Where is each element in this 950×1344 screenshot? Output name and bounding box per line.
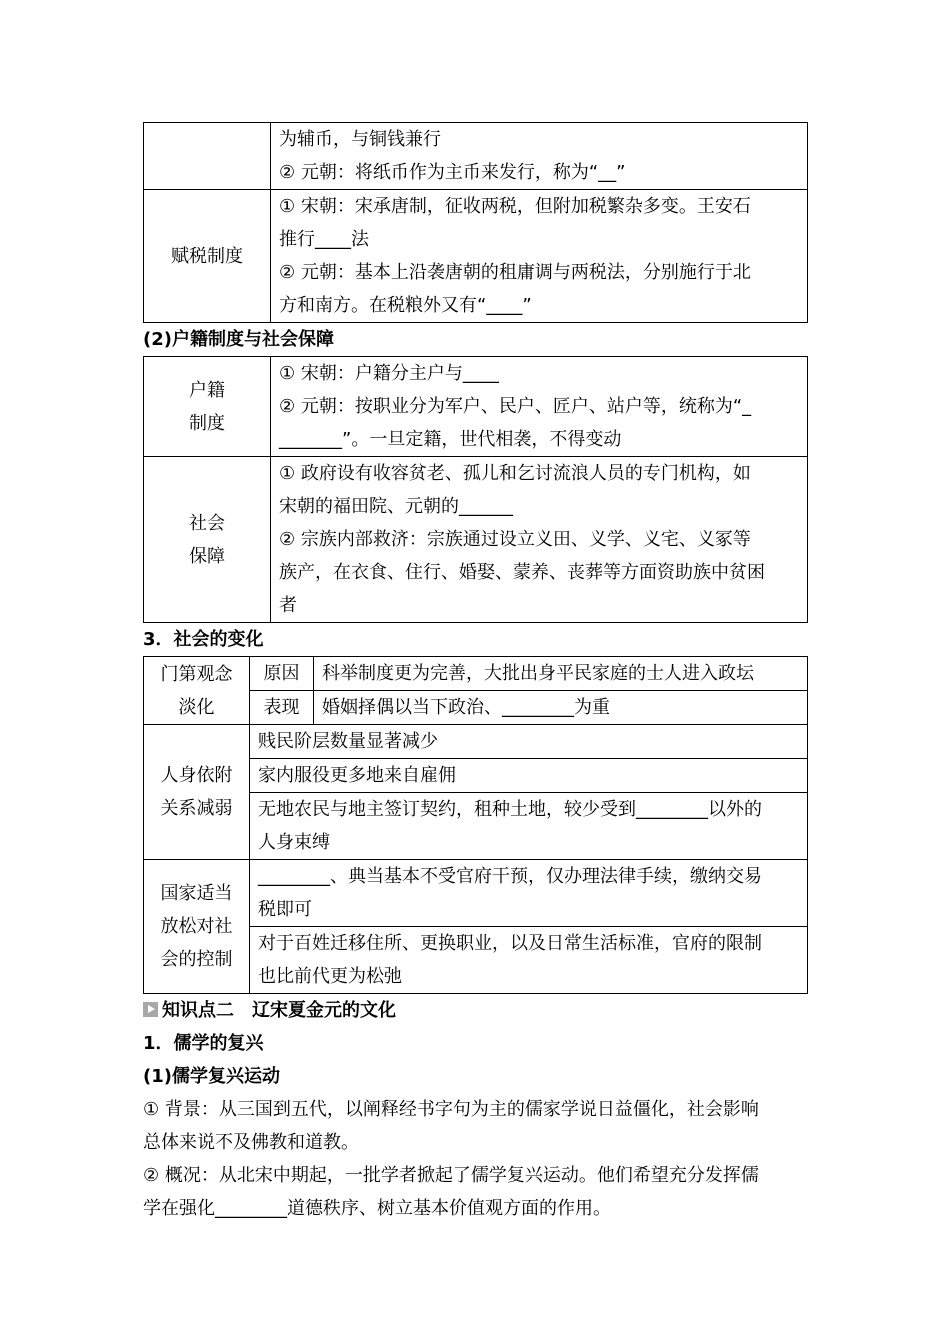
sub-row-value: 婚姻择偶以当下政治、________为重 <box>314 691 808 725</box>
household-welfare-table <box>143 356 808 623</box>
content-line: ② 元朝：基本上沿袭唐朝的租庸调与两税法，分别施行于北 <box>279 262 751 283</box>
content-line: 税即可 <box>258 899 312 920</box>
content-line: ② 元朝：将纸币作为主币来发行，称为“__” <box>279 162 626 183</box>
section-heading: (2)户籍制度与社会保障 <box>143 329 334 350</box>
group-label <box>144 860 250 994</box>
row-content <box>271 457 808 623</box>
content-line: 贱民阶层数量显著减少 <box>258 731 438 752</box>
label-line: 关系减弱 <box>160 798 233 819</box>
row-content <box>271 357 808 457</box>
table-row <box>144 860 808 927</box>
row-content <box>250 759 808 793</box>
label-line: 保障 <box>189 545 225 567</box>
content-line: 方和南方。在税粮外又有“____” <box>279 295 532 316</box>
content-line: 人身束缚 <box>258 832 330 853</box>
content-line: ① 宋朝：宋承唐制，征收两税，但附加税繁杂多变。王安石 <box>279 196 751 217</box>
table-row <box>144 457 808 623</box>
label-line: 淡化 <box>178 696 215 718</box>
sub-row-key: 原因 <box>250 657 314 691</box>
paragraph-line: ① 背景：从三国到五代，以阐释经书字句为主的儒家学说日益僵化，社会影响 <box>143 1099 759 1120</box>
content-line: 宋朝的福田院、元朝的______ <box>279 496 513 517</box>
row-content <box>250 725 808 759</box>
paragraph <box>143 1093 807 1159</box>
paragraph-line: ② 概况：从北宋中期起，一批学者掀起了儒学复兴运动。他们希望充分发挥儒 <box>143 1165 759 1186</box>
table-row <box>144 725 808 759</box>
content-line: _______”。一旦定籍，世代相袭，不得变动 <box>279 429 622 450</box>
content-line: ________、典当基本不受官府干预，仅办理法律手续，缴纳交易 <box>258 866 762 887</box>
content-line: 族产，在衣食、住行、婚娶、蒙养、丧葬等方面资助族中贫困 <box>279 562 765 583</box>
label-line: 国家适当 <box>160 883 233 904</box>
paragraph-line: 总体来说不及佛教和道教。 <box>143 1132 359 1153</box>
row-content <box>250 927 808 994</box>
row-content <box>271 123 808 190</box>
economy-table <box>143 122 808 323</box>
content-line: ② 元朝：按职业分为军户、民户、匠户、站户等，统称为“_ <box>279 396 752 417</box>
sub-row-value: 科举制度更为完善，大批出身平民家庭的士人进入政坛 <box>314 657 808 691</box>
content-line: 家内服役更多地来自雇佣 <box>258 765 456 786</box>
content-line: ② 宗族内部救济：宗族通过设立义田、义学、义宅、义冢等 <box>279 529 751 550</box>
label-line: 门第观念 <box>160 663 233 685</box>
label-line: 人身依附 <box>160 765 233 786</box>
label-line: 户籍 <box>189 379 225 401</box>
knowledge-point-title: 知识点二 辽宋夏金元的文化 <box>162 1000 396 1021</box>
section-heading: (1)儒学复兴运动 <box>143 1066 280 1087</box>
table-row <box>144 357 808 457</box>
group-label <box>144 657 250 725</box>
content-line: ① 政府设有收容贫老、孤儿和乞讨流浪人员的专门机构，如 <box>279 463 751 484</box>
paragraph <box>143 1159 807 1225</box>
table-row <box>144 123 808 190</box>
content-line: ① 宋朝：户籍分主户与____ <box>279 363 499 384</box>
social-change-table <box>143 656 808 994</box>
label-line: 会的控制 <box>160 949 233 970</box>
play-triangle-icon <box>143 1002 158 1017</box>
label-line: 社会 <box>189 512 225 534</box>
table-row <box>144 657 808 691</box>
row-label-empty <box>144 123 271 190</box>
paragraph-line: 学在强化________道德秩序、树立基本价值观方面的作用。 <box>143 1198 611 1219</box>
section-heading: 3．社会的变化 <box>143 629 264 650</box>
row-content <box>250 860 808 927</box>
content-line: 为辅币，与铜钱兼行 <box>279 129 441 150</box>
content-line: 推行____法 <box>279 229 369 250</box>
group-label <box>144 725 250 860</box>
content-line: 对于百姓迁移住所、更换职业，以及日常生活标准，官府的限制 <box>258 933 762 954</box>
row-label <box>144 357 271 457</box>
sub-row-key: 表现 <box>250 691 314 725</box>
row-content <box>250 793 808 860</box>
label-line: 制度 <box>189 412 225 434</box>
document-page <box>143 122 807 1225</box>
section-heading: 1．儒学的复兴 <box>143 1033 264 1054</box>
row-label <box>144 457 271 623</box>
row-content <box>271 190 808 323</box>
label-line: 放松对社 <box>160 916 233 937</box>
row-label: 赋税制度 <box>144 190 271 323</box>
content-line: 者 <box>279 595 297 616</box>
content-line: 无地农民与地主签订契约，租种土地，较少受到________以外的 <box>258 799 762 820</box>
content-line: 也比前代更为松弛 <box>258 966 402 987</box>
knowledge-point-heading <box>143 994 807 1027</box>
table-row <box>144 190 808 323</box>
